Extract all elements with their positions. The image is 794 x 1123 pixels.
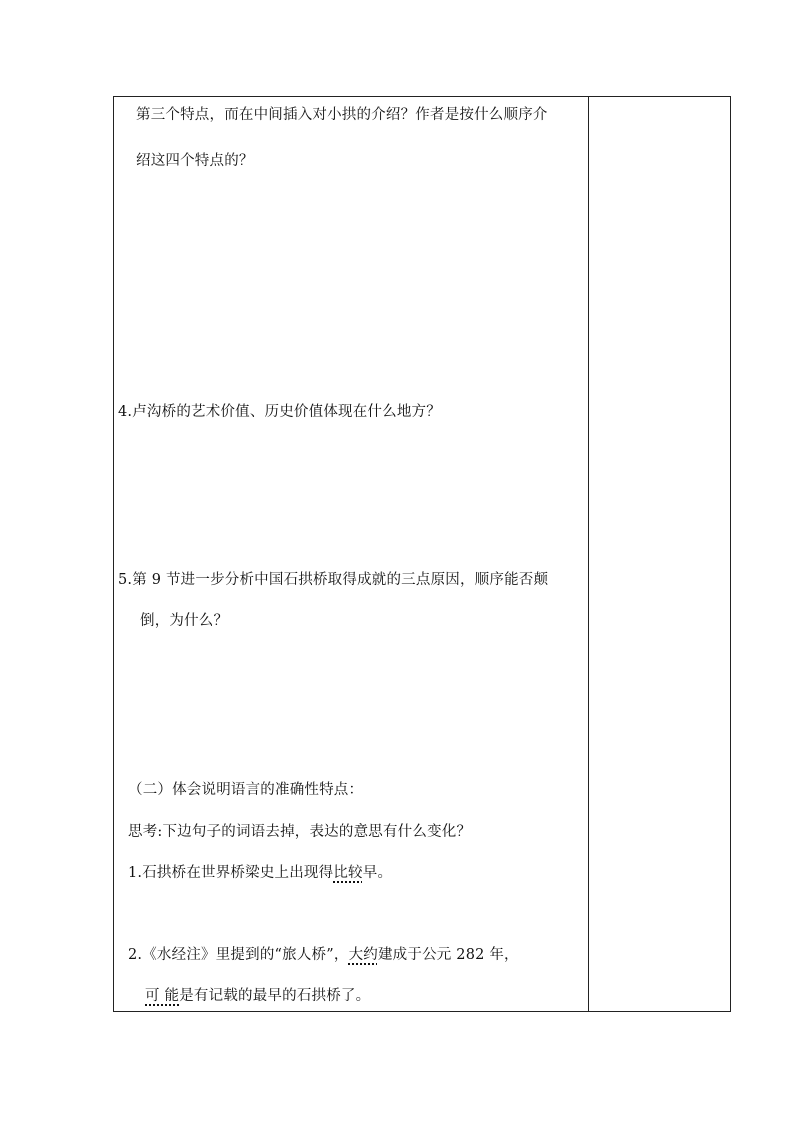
item2-text-tail: 是有记载的最早的石拱桥了。 <box>179 988 371 1004</box>
part2-heading: （二）体会说明语言的准确性特点： <box>128 782 364 798</box>
column-divider <box>588 97 589 1011</box>
item2-text-after: 建成于公元 282 年， <box>377 947 519 963</box>
item1-text-after: 早。 <box>362 865 393 881</box>
question4-text: 4.卢沟桥的艺术价值、历史价值体现在什么地方？ <box>118 404 441 420</box>
item2-emphasized-word-1: 大约 <box>348 947 378 963</box>
item2-emphasized-word-2: 可 能 <box>145 988 180 1004</box>
item1-sentence <box>128 864 392 882</box>
question5-line1: 5.第 9 节进一步分析中国石拱桥取得成就的三点原因，顺序能否颠 <box>118 572 549 588</box>
question3-line1: 第三个特点，而在中间插入对小拱的介绍？作者是按什么顺序介 <box>136 107 548 123</box>
item2-sentence-line2 <box>145 987 370 1005</box>
item1-text-before: 1.石拱桥在世界桥梁史上出现得 <box>128 865 334 881</box>
part2-prompt: 思考:下边句子的词语去掉，表达的意思有什么变化？ <box>128 824 472 840</box>
item1-emphasized-word: 比较 <box>333 865 363 881</box>
item2-text-before: 2.《水经注》里提到的“旅人桥”， <box>128 947 349 963</box>
question3-line2: 绍这四个特点的？ <box>136 153 254 169</box>
item2-sentence-line1 <box>128 946 519 964</box>
question5-line2: 倒，为什么？ <box>140 613 229 629</box>
